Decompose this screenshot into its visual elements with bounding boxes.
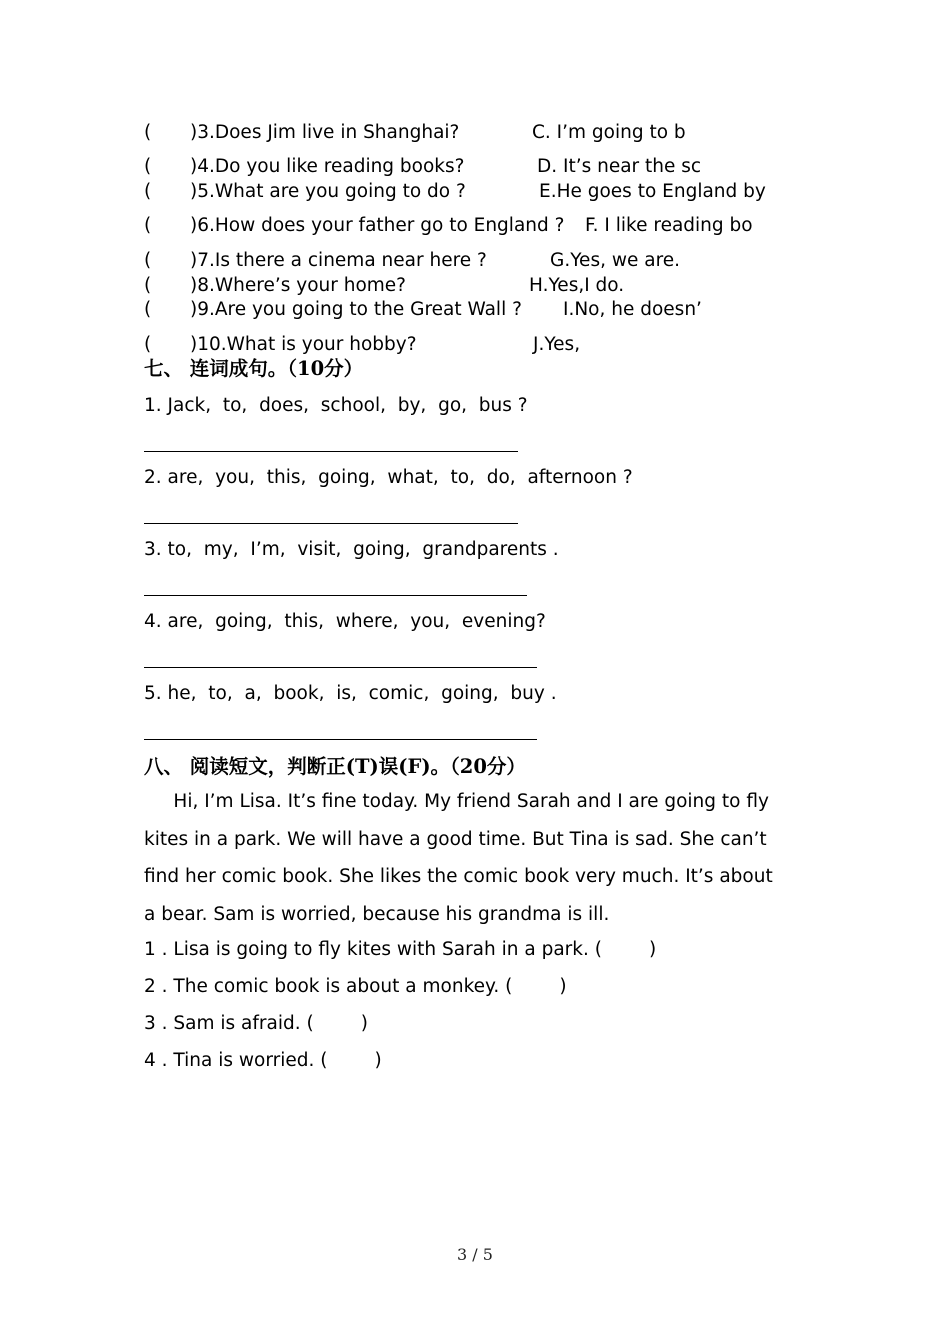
matching-question: )6.How does your father go to England ? <box>190 215 565 236</box>
matching-question: )5.What are you going to do ? <box>190 181 466 202</box>
page-number: 3 / 5 <box>457 1245 493 1264</box>
answer-line <box>144 739 537 740</box>
matching-answer: G.Yes, we are. <box>550 250 681 271</box>
open-paren: ( <box>144 250 152 271</box>
matching-answer: E.He goes to England by <box>539 181 766 202</box>
matching-answer: I.No, he doesn’ <box>563 299 702 320</box>
answer-line <box>144 451 518 452</box>
judgement-question: 1 . Lisa is going to fly kites with Sarah in a park. ( ) <box>144 939 657 960</box>
passage-line: kites in a park. We will have a good time. But Tina is sad. She can’t <box>144 829 767 850</box>
matching-question: )10.What is your hobby? <box>190 334 417 355</box>
judgement-question: 3 . Sam is afraid. ( ) <box>144 1013 368 1034</box>
matching-question: )4.Do you like reading books? <box>190 156 465 177</box>
open-paren: ( <box>144 156 152 177</box>
matching-question: )8.Where’s your home? <box>190 275 406 296</box>
open-paren: ( <box>144 275 152 296</box>
answer-line <box>144 595 527 596</box>
matching-answer: F. I like reading bo <box>585 215 753 236</box>
matching-question: )3.Does Jim live in Shanghai? <box>190 122 460 143</box>
open-paren: ( <box>144 334 152 355</box>
answer-line <box>144 667 537 668</box>
matching-question: )7.Is there a cinema near here ? <box>190 250 487 271</box>
open-paren: ( <box>144 181 152 202</box>
passage-line: Hi, I’m Lisa. It’s fine today. My friend Sarah and I are going to fly <box>144 791 769 812</box>
passage-line: a bear. Sam is worried, because his grandma is ill. <box>144 904 610 925</box>
answer-line <box>144 523 518 524</box>
open-paren: ( <box>144 299 152 320</box>
section-heading: 八、 阅读短文，判断正(T)误(F)。（20分） <box>144 755 526 778</box>
matching-answer: H.Yes,I do. <box>529 275 625 296</box>
sentence-item: 4. are, going, this, where, you, evening? <box>144 611 546 632</box>
matching-answer: J.Yes, <box>533 334 581 355</box>
open-paren: ( <box>144 215 152 236</box>
matching-answer: C. I’m going to b <box>532 122 686 143</box>
sentence-item: 2. are, you, this, going, what, to, do, afternoon ? <box>144 467 633 488</box>
open-paren: ( <box>144 122 152 143</box>
section-heading: 七、 连词成句。（10分） <box>144 357 364 380</box>
passage-line: find her comic book. She likes the comic book very much. It’s about <box>144 866 773 887</box>
sentence-item: 5. he, to, a, book, is, comic, going, buy . <box>144 683 557 704</box>
judgement-question: 4 . Tina is worried. ( ) <box>144 1050 382 1071</box>
matching-question: )9.Are you going to the Great Wall ? <box>190 299 522 320</box>
judgement-question: 2 . The comic book is about a monkey. ( ) <box>144 976 567 997</box>
sentence-item: 1. Jack, to, does, school, by, go, bus ? <box>144 395 528 416</box>
sentence-item: 3. to, my, I’m, visit, going, grandparents . <box>144 539 559 560</box>
matching-answer: D. It’s near the sc <box>537 156 702 177</box>
